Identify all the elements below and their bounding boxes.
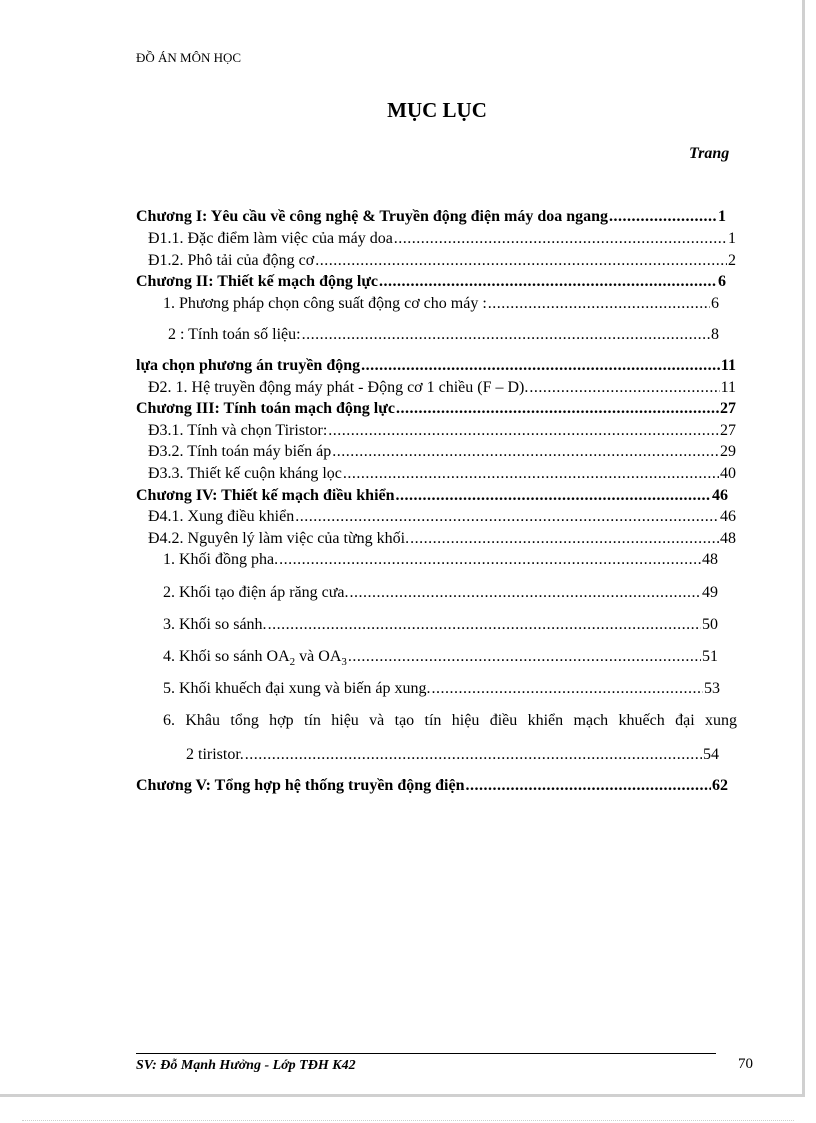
toc-entry-text: Chương III: Tính toán mạch động lực [136, 400, 395, 417]
toc-entry-sub-4-3[interactable] [163, 615, 718, 635]
toc-page-number: 48 [720, 530, 736, 547]
toc-leader [410, 529, 719, 549]
toc-entry-sub-4-5[interactable] [163, 679, 720, 699]
toc-entry-section-3-2[interactable] [148, 442, 736, 462]
toc-entry-chapter-1[interactable] [136, 207, 726, 227]
toc-leader [379, 272, 717, 292]
footer-author: SV: Đỗ Mạnh Hưởng - Lớp TĐH K42 [136, 1058, 356, 1073]
toc-page-number: 49 [702, 584, 718, 601]
toc-page-number: 50 [702, 616, 718, 633]
toc-entry-text: Đ3.3. Thiết kế cuộn kháng lọc [148, 465, 342, 482]
toc-leader [396, 486, 711, 506]
toc-entry-text: lựa chọn phương án truyền động [136, 357, 361, 374]
toc-leader [488, 294, 710, 314]
toc-entry-sub-2-2[interactable] [168, 325, 719, 345]
toc-leader [328, 421, 719, 441]
toc-entry-sub-4-1[interactable] [163, 550, 718, 570]
toc-entry-sub-2-1[interactable] [163, 294, 719, 314]
toc-entry-text: 5. Khối khuếch đại xung và biến áp xung. [163, 680, 431, 697]
page-column-label: Trang [689, 145, 730, 162]
toc-leader [315, 251, 727, 271]
toc-entry-text: 1. Phương pháp chọn công suất động cơ cho máy : [163, 295, 487, 312]
toc-entry-section-1-1[interactable] [148, 229, 736, 249]
toc-entry-section-4-2[interactable] [148, 529, 736, 549]
toc-page-number: 1 [728, 230, 736, 247]
toc-entry-text: 6. Khâu tổng hợp tín hiệu và tạo tín hiệu điều khiển mạch khuếch đại xung [163, 712, 737, 729]
toc-page-number: 51 [702, 648, 718, 665]
toc-entry-section-4-1[interactable] [148, 507, 736, 527]
toc-entry-text: Chương I: Yêu cầu về công nghệ & Truyền động điện máy doa ngang [136, 208, 609, 225]
toc-entry-text: Chương II: Thiết kế mạch động lực [136, 273, 379, 290]
toc-entry-text: Đ4.2. Nguyên lý làm việc của từng khối. [148, 530, 410, 547]
toc-entry-chapter-3[interactable] [136, 399, 736, 419]
toc-page-number: 11 [720, 379, 736, 396]
toc-entry-text: Đ2. 1. Hệ truyền động máy phát - Động cơ 1 chiều (F – D). [148, 379, 529, 396]
toc-entry-section-1-2[interactable] [148, 251, 736, 271]
toc-entry-text: 2 : Tính toán số liệu: [168, 326, 301, 343]
toc-leader [332, 442, 719, 462]
footer-rule [136, 1053, 716, 1054]
toc-entry-text: Đ3.1. Tính và chọn Tiristor: [148, 422, 328, 439]
toc-leader [245, 745, 702, 765]
toc-page-number: 6 [711, 295, 719, 312]
page-title: MỤC LỤC [387, 98, 487, 122]
toc-leader [361, 356, 720, 376]
toc-page-number: 27 [720, 400, 736, 417]
toc-entry-chapter-2[interactable] [136, 272, 726, 292]
toc-leader [343, 464, 719, 484]
toc-entry-text: Đ3.2. Tính toán máy biến áp [148, 443, 332, 460]
footer-page-number: 70 [738, 1056, 753, 1072]
toc-entry-text: Chương IV: Thiết kế mạch điều khiển [136, 487, 395, 504]
toc-page-number: 48 [702, 551, 718, 568]
toc-page-number: 62 [712, 777, 728, 794]
toc-entry-chapter-5[interactable] [136, 776, 728, 796]
toc-entry-text: 2 tiristor. [186, 746, 244, 763]
toc-leader [609, 207, 717, 227]
toc-leader [302, 325, 710, 345]
toc-leader [279, 550, 701, 570]
toc-entry-sub-4-6-cont[interactable] [186, 745, 719, 765]
toc-page-number: 11 [720, 357, 736, 374]
toc-entry-text: Đ4.1. Xung điều khiển [148, 508, 295, 525]
toc-page-number: 1 [718, 208, 726, 225]
toc-entry-sub-4-6[interactable] [163, 711, 737, 731]
toc-entry-sub-4-4[interactable] [163, 647, 718, 672]
toc-entry-text: 1. Khối đồng pha. [163, 551, 279, 568]
toc-entry-text: 4. Khối so sánh $OA_2$ và $OA_3$ [163, 648, 347, 669]
toc-page-number: 53 [704, 680, 720, 697]
toc-leader [394, 229, 727, 249]
toc-page-number: 40 [720, 465, 736, 482]
toc-leader [465, 776, 711, 796]
toc-page-number: 29 [720, 443, 736, 460]
toc-leader [268, 615, 701, 635]
toc-entry-section-2-1[interactable] [148, 378, 736, 398]
toc-page-number: 46 [712, 487, 728, 504]
toc-page-number: 6 [718, 273, 726, 290]
toc-page-number: 2 [728, 252, 736, 269]
toc-entry-chapter-2b[interactable] [136, 356, 736, 376]
toc-entry-text: 3. Khối so sánh. [163, 616, 267, 633]
toc-page-number: 54 [703, 746, 719, 763]
toc-entry-text: Đ1.2. Phô tải của động cơ [148, 252, 315, 269]
toc-entry-section-3-3[interactable] [148, 464, 736, 484]
toc-entry-text: Chương V: Tổng hợp hệ thống truyền động điện [136, 777, 465, 794]
document-header: ĐỒ ÁN MÔN HỌC [136, 50, 242, 65]
toc-page-number: 27 [720, 422, 736, 439]
toc-page-number: 8 [711, 326, 719, 343]
toc-entry-sub-4-2[interactable] [163, 583, 718, 603]
toc-leader [432, 679, 704, 699]
toc-entry-text: 2. Khối tạo điện áp răng cưa. [163, 584, 349, 601]
toc-leader [396, 399, 719, 419]
toc-entry-chapter-4[interactable] [136, 486, 728, 506]
toc-page-number: 46 [720, 508, 736, 525]
toc-entry-section-3-1[interactable] [148, 421, 736, 441]
toc-leader [348, 647, 701, 667]
toc-leader [529, 378, 719, 398]
toc-leader [350, 583, 702, 603]
toc-leader [295, 507, 719, 527]
toc-entry-text: Đ1.1. Đặc điểm làm việc của máy doa [148, 230, 393, 247]
